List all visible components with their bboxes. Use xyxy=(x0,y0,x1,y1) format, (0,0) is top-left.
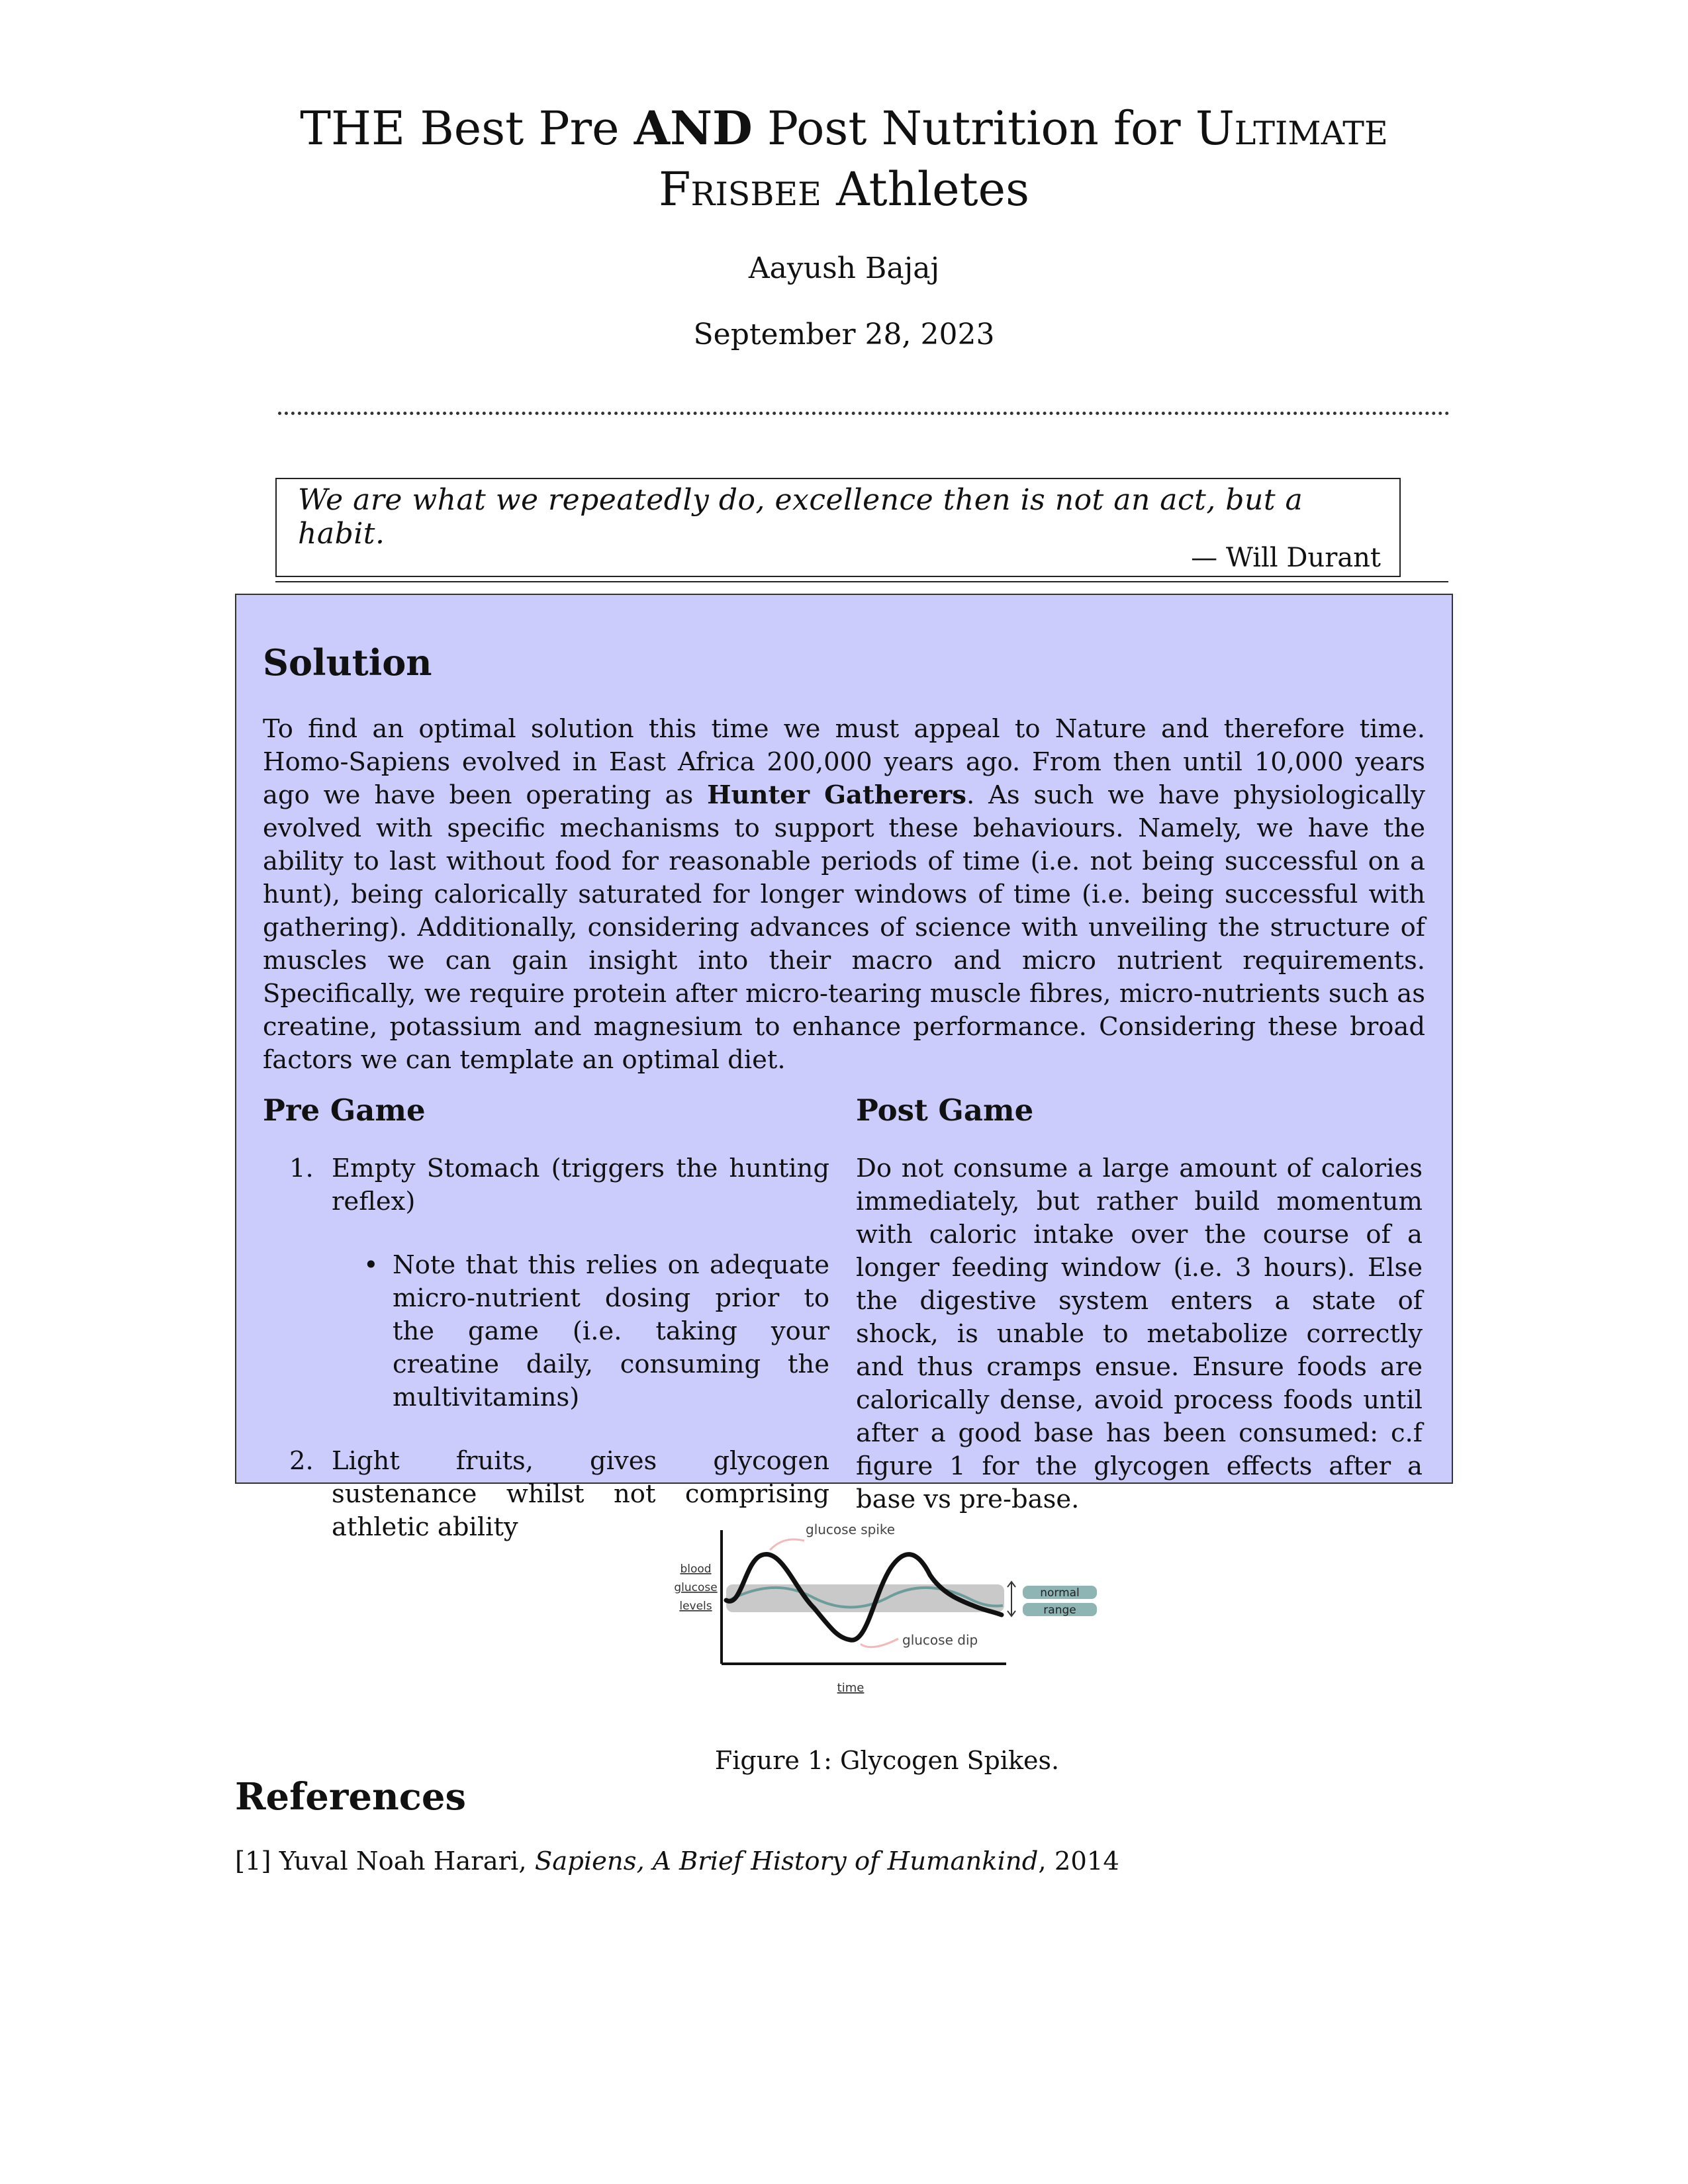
solution-body-pre: To find an optimal solution this time we must appeal to Nature and therefore time. Homo-Sapiens evolved in East Africa 200,000 years ago. From then until 10,000 years ago we have been operating as xyxy=(263,714,1425,810)
title-part-1: THE Best Pre xyxy=(300,101,634,156)
quote-underline xyxy=(275,581,1448,582)
solution-body xyxy=(263,713,1425,1077)
date: September 28, 2023 xyxy=(693,318,995,351)
normal-label: normal xyxy=(1040,1586,1080,1600)
title-part-smallcaps: Ultimate Frisbee xyxy=(658,101,1388,216)
dotted-divider xyxy=(278,412,1450,415)
title-part-5: Athletes xyxy=(821,162,1029,216)
solution-body-bold: Hunter Gatherers xyxy=(707,780,966,810)
dip-arrow-icon xyxy=(861,1639,898,1647)
y-label-line-3: levels xyxy=(679,1600,712,1613)
reference-entry xyxy=(235,1846,1119,1876)
list-item-text: Light fruits, gives glycogen sustenance whilst not comprising athletic ability xyxy=(332,1446,829,1542)
reference-year: , 2014 xyxy=(1038,1846,1119,1876)
pre-game-list xyxy=(263,1152,829,1544)
solution-body-post: . As such we have physiologically evolved with specific mechanisms to support these behaviours. Namely, we have the ability to last without food for reasonable periods of time (i.e. not being successful on a hunt), being calorically saturated for longer windows of time (i.e. being successful with gathering). Additionally, considering advances of science with unveiling the structure of muscles we can gain insight into their macro and micro nutrient requirements. Specifically, we require protein after micro-tearing muscle fibres, micro-nutrients such as creatine, potassium and magnesium to enhance performance. Considering these broad factors we can template an optimal diet. xyxy=(263,780,1425,1075)
post-game-heading: Post Game xyxy=(856,1093,1034,1128)
range-label: range xyxy=(1043,1604,1076,1617)
y-label-line-2: glucose xyxy=(674,1581,718,1594)
post-game-text: Do not consume a large amount of calories immediately, but rather build momentum with caloric intake over the course of a longer feeding window (i.e. 3 hours). Else the digestive system enters a state of shock, is unable to metabolize correctly and thus cramps ensue. Ensure foods are calorically dense, avoid process foods until after a good base has been consumed: c.f figure 1 for the glycogen effects after a base vs pre-base. xyxy=(856,1154,1423,1514)
title-part-3: Post Nutrition for xyxy=(752,101,1196,156)
reference-author: Yuval Noah Harari, xyxy=(279,1846,535,1876)
document-title xyxy=(225,98,1463,220)
sub-list-item-text: Note that this relies on adequate micro-nutrient dosing prior to the game (i.e. taking your creatine daily, consuming the multivitamins) xyxy=(393,1250,829,1412)
y-label-line-1: blood xyxy=(680,1563,712,1576)
list-number: 1. xyxy=(289,1154,314,1183)
quote-box xyxy=(275,478,1401,577)
quote-text: We are what we repeatedly do, excellence then is not an act, but a habit. xyxy=(298,483,1303,551)
figure-caption: Figure 1: Glycogen Spikes. xyxy=(714,1746,1060,1775)
glycogen-figure xyxy=(652,1522,1115,1707)
pre-game-heading: Pre Game xyxy=(263,1093,426,1128)
glucose-spike-label: glucose spike xyxy=(806,1522,896,1537)
solution-heading: Solution xyxy=(263,641,432,684)
glucose-dip-label: glucose dip xyxy=(902,1632,978,1648)
list-item-text: Empty Stomach (triggers the hunting reflex) xyxy=(332,1154,829,1216)
spike-arrow-icon xyxy=(770,1539,804,1550)
x-label: time xyxy=(837,1681,865,1695)
list-item xyxy=(263,1152,829,1218)
title-part-bold: AND xyxy=(633,101,753,156)
reference-number: [1] xyxy=(235,1846,271,1876)
bullet-icon: • xyxy=(363,1250,379,1280)
author: Aayush Bajaj xyxy=(748,251,940,285)
list-number: 2. xyxy=(289,1446,314,1476)
sub-list-item xyxy=(263,1249,829,1414)
quote-author: — Will Durant xyxy=(1191,543,1381,573)
reference-title: Sapiens, A Brief History of Humankind xyxy=(534,1846,1039,1876)
references-heading: References xyxy=(235,1775,466,1819)
